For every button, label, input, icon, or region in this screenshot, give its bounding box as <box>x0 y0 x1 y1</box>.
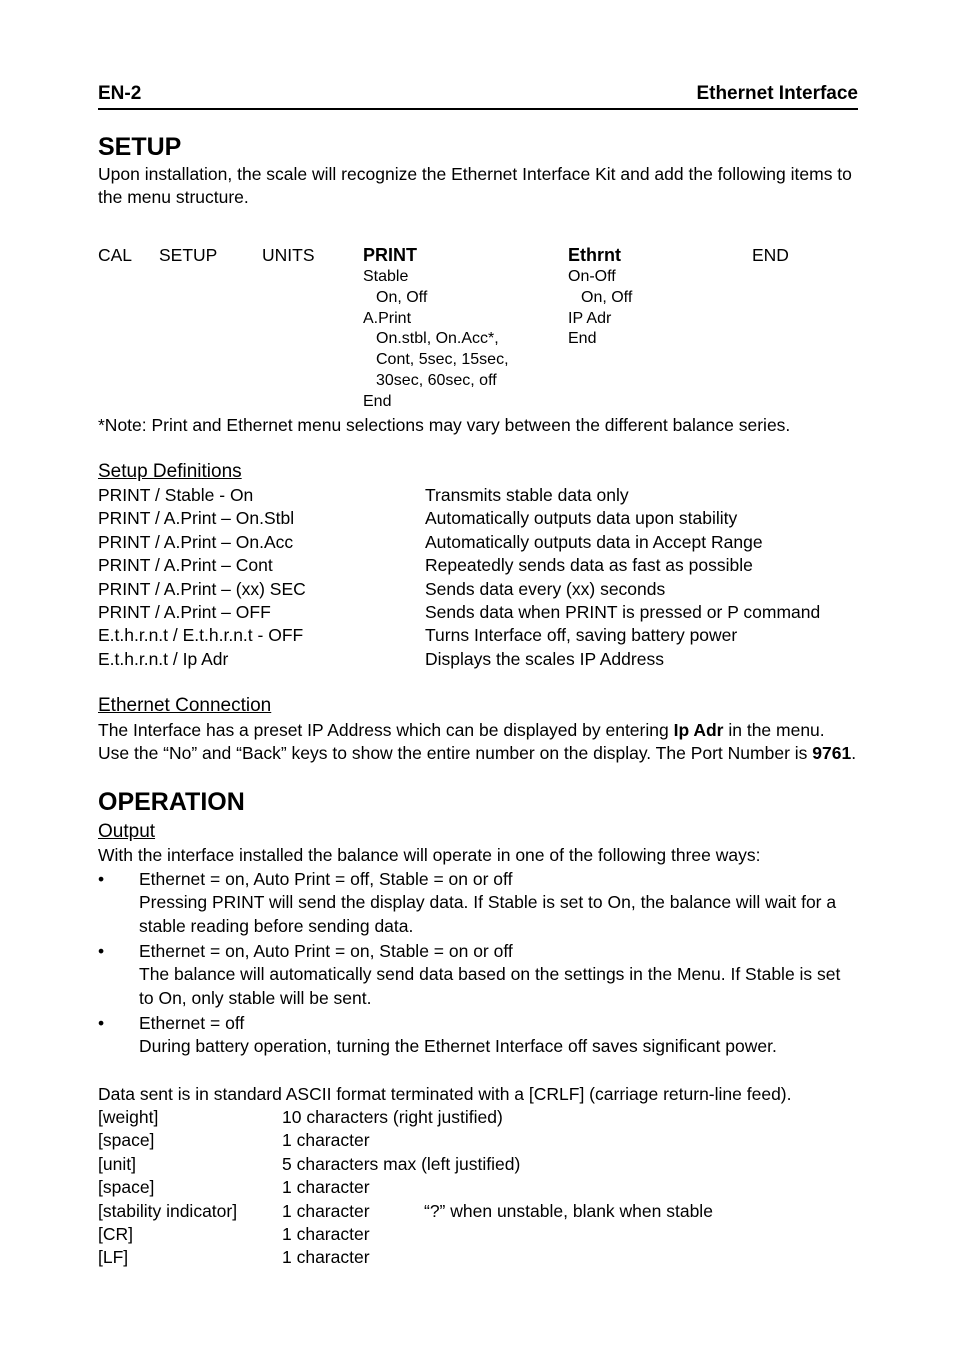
definition-key: PRINT / A.Print – OFF <box>98 602 271 622</box>
page-header <box>98 82 858 110</box>
definition-value: Sends data when PRINT is pressed or P command <box>425 602 821 622</box>
format-intro: Data sent is in standard ASCII format terminated with a [CRLF] (carriage return-line feed). <box>98 1084 792 1104</box>
list-item <box>98 940 858 1012</box>
bullet-icon: • <box>98 869 105 889</box>
format-field: [weight] <box>98 1107 159 1127</box>
menu-cal: CAL <box>98 245 133 265</box>
definition-row <box>98 601 858 624</box>
setup-intro: Upon installation, the scale will recognize the Ethernet Interface Kit and add the following items to the menu structure. <box>98 164 852 208</box>
definition-key: PRINT / A.Print – (xx) SEC <box>98 578 306 599</box>
definition-key: E.t.h.r.n.t / Ip Adr <box>98 648 229 669</box>
menu-print-item: Cont, 5sec, 15sec, <box>376 351 509 369</box>
table-row <box>98 1129 858 1152</box>
table-row <box>98 1223 858 1246</box>
definition-row <box>98 507 858 530</box>
definition-key: PRINT / A.Print – Cont <box>98 555 273 576</box>
mode-title: Ethernet = on, Auto Print = on, Stable = on or off <box>139 941 513 961</box>
format-field: [stability indicator] <box>98 1200 238 1221</box>
mode-title: Ethernet = off <box>139 1013 245 1033</box>
menu-end: END <box>752 245 789 265</box>
page-id: EN-2 <box>98 83 142 104</box>
mode-description: During battery operation, turning the Ethernet Interface off saves significant power. <box>139 1036 777 1057</box>
format-field: [space] <box>98 1177 155 1198</box>
menu-print-item: Stable <box>363 268 409 285</box>
format-size: 5 characters max (left justified) <box>282 1153 521 1174</box>
table-row <box>98 1176 858 1199</box>
definition-row <box>98 578 858 601</box>
connection-text-part: The Interface has a preset IP Address which can be displayed by entering <box>98 720 674 740</box>
definition-value: Transmits stable data only <box>425 485 629 505</box>
format-field: [LF] <box>98 1247 129 1268</box>
menu-ethrnt-item: On, Off <box>581 288 633 306</box>
definition-row <box>98 531 858 554</box>
mode-description: Pressing PRINT will send the display data. If Stable is set to On, the balance will wait for a stable reading before sending data. <box>139 892 837 936</box>
definition-key: PRINT / A.Print – On.Acc <box>98 531 294 552</box>
format-size: 1 character <box>282 1224 370 1244</box>
menu-print-item: On, Off <box>376 288 428 306</box>
connection-text <box>98 719 858 766</box>
definition-row <box>98 648 858 671</box>
table-row <box>98 1106 858 1129</box>
table-row <box>98 1246 858 1269</box>
menu-note: *Note: Print and Ethernet menu selections may vary between the different balance series. <box>98 415 791 435</box>
menu-print-item: On.stbl, On.Acc*, <box>376 330 499 348</box>
definition-row <box>98 484 858 507</box>
menu-ethrnt-item: End <box>568 330 597 348</box>
menu-ethrnt-title: Ethrnt <box>568 245 621 265</box>
connection-heading: Ethernet Connection <box>98 695 272 716</box>
connection-text-part: . <box>851 743 857 764</box>
menu-print-title: PRINT <box>363 245 417 265</box>
port-number: 9761 <box>812 743 852 764</box>
mode-title: Ethernet = on, Auto Print = off, Stable = on or off <box>139 869 513 889</box>
bullet-icon: • <box>98 941 105 961</box>
definition-key: E.t.h.r.n.t / E.t.h.r.n.t - OFF <box>98 625 304 646</box>
definition-value: Turns Interface off, saving battery power <box>425 625 738 646</box>
page-header-title: Ethernet Interface <box>696 83 858 104</box>
definition-key: PRINT / Stable - On <box>98 485 254 505</box>
menu-print-item: End <box>363 392 392 410</box>
format-field: [space] <box>98 1130 155 1151</box>
definition-value: Displays the scales IP Address <box>425 648 664 669</box>
definition-value: Automatically outputs data upon stability <box>425 508 738 529</box>
menu-print-item: A.Print <box>363 309 412 327</box>
menu-units: UNITS <box>262 245 315 265</box>
ip-adr-term: Ip Adr <box>673 720 724 740</box>
definition-row <box>98 554 858 577</box>
format-size: 1 character <box>282 1200 370 1221</box>
format-field: [CR] <box>98 1224 133 1244</box>
menu-print-item: 30sec, 60sec, off <box>376 371 497 389</box>
format-note: “?” when unstable, blank when stable <box>424 1200 713 1221</box>
definition-value: Automatically outputs data in Accept Range <box>425 531 763 552</box>
format-size: 1 character <box>282 1130 370 1151</box>
menu-print-column <box>363 244 509 413</box>
definition-key: PRINT / A.Print – On.Stbl <box>98 508 295 529</box>
operation-intro: With the interface installed the balance will operate in one of the following three ways: <box>98 845 761 865</box>
format-size: 10 characters (right justified) <box>282 1107 503 1127</box>
list-item <box>98 868 858 940</box>
connection-text-part: in the menu. Use the “No” and “Back” keys to show the entire number on the display. The Port Number is <box>98 720 825 764</box>
format-size: 1 character <box>282 1177 370 1198</box>
menu-ethrnt-item: IP Adr <box>568 309 612 327</box>
definition-row <box>98 624 858 647</box>
table-row <box>98 1153 858 1176</box>
table-row <box>98 1200 858 1223</box>
bullet-icon: • <box>98 1013 105 1033</box>
format-size: 1 character <box>282 1247 370 1268</box>
output-heading: Output <box>98 821 156 842</box>
definition-value: Sends data every (xx) seconds <box>425 578 666 599</box>
menu-setup: SETUP <box>159 245 218 265</box>
mode-description: The balance will automatically send data based on the settings in the Menu. If Stable is set to On, only stable will be sent. <box>139 964 841 1008</box>
menu-ethrnt-item: On-Off <box>568 268 616 285</box>
list-item <box>98 1012 858 1060</box>
definitions-heading: Setup Definitions <box>98 461 242 482</box>
operation-heading: OPERATION <box>98 788 245 816</box>
definition-value: Repeatedly sends data as fast as possible <box>425 555 753 576</box>
format-field: [unit] <box>98 1153 136 1174</box>
menu-ethrnt-column <box>568 244 632 350</box>
setup-heading: SETUP <box>98 133 182 161</box>
